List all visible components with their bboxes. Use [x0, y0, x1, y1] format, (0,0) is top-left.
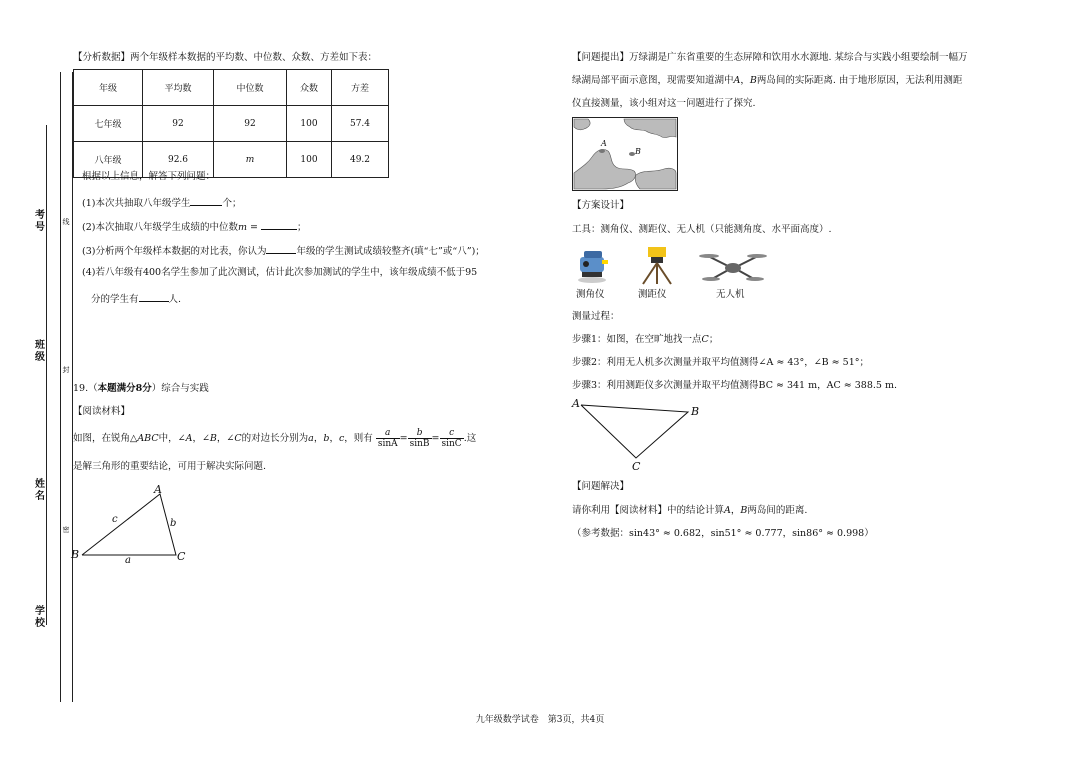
read-s2: ， [329, 433, 339, 444]
th-mode: 众数 [287, 70, 332, 106]
step1-text: 步骤1：如图，在空旷地找一点 [572, 334, 702, 345]
read-t3: ，∠ [192, 433, 210, 444]
q19-rest: ）综合与实践 [151, 383, 209, 394]
question-1 [82, 195, 241, 210]
q3-text: (3)分析两个年级样本数据的对比表，你认为 [82, 246, 267, 257]
questions-intro: 根据以上信息，解答下列问题： [82, 171, 216, 182]
tool-label-theodolite: 测角仪 [576, 289, 605, 300]
plan-title: 【方案设计】 [572, 200, 630, 211]
read-a: a [308, 433, 314, 444]
q1-blank [190, 195, 222, 206]
p2-a: 绿湖局部平面示意图，现需要知道湖中 [572, 75, 734, 86]
read-t1: 如图，在锐角△ [73, 433, 138, 444]
table-row [74, 106, 389, 142]
problem-line1: 【问题提出】万绿湖是广东省重要的生态屏障和饮用水水源地. 某综合与实践小组要绘制一幅万 [572, 52, 968, 63]
q19-num: 19.（ [73, 383, 98, 394]
q2-m: m [237, 222, 247, 233]
frac1-num: a [376, 428, 400, 439]
read-t6: ，则有 [344, 433, 373, 444]
map-label-A: A [601, 139, 607, 148]
tri-label-B: B [71, 548, 80, 561]
process-title: 测量过程： [572, 311, 620, 322]
question-4-line1: (4)若八年级有400名学生参加了此次测试，估计此次参加测试的学生中，该年级成绩不低于95 [82, 267, 478, 278]
analysis-title: 【分析数据】两个年级样本数据的平均数、中位数、众数、方差如下表： [73, 52, 378, 63]
eq-sign-1: = [399, 433, 408, 444]
table-cell: 92 [143, 106, 214, 142]
solve-end: 两岛间的距离. [747, 505, 808, 516]
q2-text: (2)本次抽取八年级学生成绩的中位数 [82, 222, 238, 233]
lake-map-image [572, 117, 678, 191]
read-C: C [234, 433, 242, 444]
binding-line-outer [46, 125, 47, 625]
p2-b: ， [740, 75, 750, 86]
read-s1: ， [313, 433, 324, 444]
tri-label-c: c [112, 514, 118, 525]
label-kaohao: 考号 [35, 210, 45, 233]
drone-icon [698, 249, 768, 285]
step1-C: C [701, 334, 709, 345]
label-xuexiao: 学校 [35, 606, 45, 629]
th-variance: 方差 [332, 70, 389, 106]
q3-blank [266, 243, 296, 254]
table-cell: 七年级 [74, 106, 143, 142]
q2-end: ； [296, 222, 307, 233]
q4-blank [139, 291, 169, 302]
read-t7: .这 [463, 433, 477, 444]
frac1-den: sinA [377, 439, 398, 449]
frac2-den: sinB [409, 439, 430, 449]
q1-text: (1)本次共抽取八年级学生 [82, 198, 191, 209]
label-banji: 班级 [35, 340, 45, 363]
tool-label-rangefinder: 测距仪 [638, 289, 667, 300]
table-cell: m [214, 142, 287, 178]
solve-title: 【问题解决】 [572, 481, 630, 492]
read-t2: 中，∠ [158, 433, 186, 444]
page-footer: 九年级数学试卷 第3页，共4页 [475, 715, 605, 725]
label-xian: 线 [62, 218, 70, 226]
q4-end: 人. [168, 294, 182, 305]
reference-data: （参考数据：sin43° ≈ 0.682，sin51° ≈ 0.777，sin86° ≈ 0.998） [572, 528, 874, 539]
question-3 [82, 243, 485, 258]
read-t4: ，∠ [216, 433, 235, 444]
triangle-lake-diagram [570, 398, 700, 468]
th-median: 中位数 [214, 70, 287, 106]
q19-score: 本题满分8分 [97, 383, 152, 394]
question-2 [82, 219, 307, 234]
label-xingming: 姓名 [35, 479, 45, 502]
rtri-label-A: A [572, 397, 580, 410]
binding-line-inner [60, 72, 61, 702]
fraction-b-sinB [408, 428, 432, 449]
tri-label-A: A [154, 483, 162, 496]
tool-label-drone: 无人机 [716, 289, 745, 300]
frac3-den: sinC [441, 439, 462, 449]
tri-label-C: C [177, 550, 186, 563]
reading-title: 【阅读材料】 [73, 406, 131, 417]
p2-A: A [733, 75, 741, 86]
table-cell: 100 [287, 106, 332, 142]
problem-line3: 仪直接测量，该小组对这一问题进行了探究. [572, 98, 756, 109]
frac2-num: b [408, 428, 432, 439]
read-b: b [323, 433, 330, 444]
solve-line [572, 505, 807, 517]
reading-line1 [73, 428, 476, 450]
step-2: 步骤2：利用无人机多次测量并取平均值测得∠A ≈ 43°，∠B ≈ 51°； [572, 357, 869, 368]
label-feng: 封 [62, 366, 70, 374]
p2-B: B [749, 75, 757, 86]
q2-blank [261, 219, 297, 230]
table-cell: 92.6 [143, 142, 214, 178]
q2-eq: = [246, 222, 261, 233]
theodolite-icon [572, 247, 612, 285]
table-cell: 92 [214, 106, 287, 142]
tri-label-a: a [125, 555, 131, 566]
frac3-num: c [440, 428, 464, 439]
rtri-label-B: B [691, 405, 700, 418]
th-mean: 平均数 [143, 70, 214, 106]
read-t5: 的对边长分别为 [241, 433, 309, 444]
tools-line: 工具：测角仪、测距仪、无人机（只能测角度、水平面高度）. [572, 224, 832, 235]
step-3: 步骤3：利用测距仪多次测量并取平均值测得BC ≈ 341 m，AC ≈ 388.5 m. [572, 380, 898, 391]
label-mi: 密 [62, 526, 70, 534]
solve-A: A [724, 505, 731, 516]
step-1 [572, 334, 718, 346]
step1-end: ； [708, 334, 719, 345]
question-4-line2 [91, 291, 181, 306]
table-cell: 57.4 [332, 106, 389, 142]
read-B: B [209, 433, 217, 444]
problem-line2 [572, 75, 962, 87]
read-abc: ABC [137, 433, 159, 444]
eq-sign-2: = [431, 433, 440, 444]
q19-title [73, 383, 209, 395]
th-grade: 年级 [74, 70, 143, 106]
table-cell: 100 [287, 142, 332, 178]
fraction-a-sinA [376, 428, 400, 449]
table-header-row [74, 70, 389, 106]
reading-line2: 是解三角形的重要结论，可用于解决实际问题. [73, 461, 267, 472]
rtri-label-C: C [632, 460, 641, 473]
solve-B: B [740, 505, 748, 516]
q1-end: 个； [222, 198, 242, 209]
read-A: A [185, 433, 193, 444]
solve-text: 请你利用【阅读材料】中的结论计算 [572, 505, 725, 516]
tri-label-b: b [170, 518, 177, 529]
map-label-B: B [635, 147, 641, 156]
fraction-c-sinC [440, 428, 464, 449]
read-c: c [338, 433, 345, 444]
solve-sep: ， [730, 505, 741, 516]
stats-table [73, 69, 389, 178]
q3-end: 年级的学生测试成绩较整齐(填“七”或“八”)； [296, 246, 485, 257]
p2-c: 两岛间的实际距离. 由于地形原因，无法利用测距 [756, 75, 963, 86]
table-cell: 八年级 [74, 142, 143, 178]
table-cell: 49.2 [332, 142, 389, 178]
q4-text: 分的学生有 [91, 294, 139, 305]
rangefinder-icon [637, 245, 677, 285]
